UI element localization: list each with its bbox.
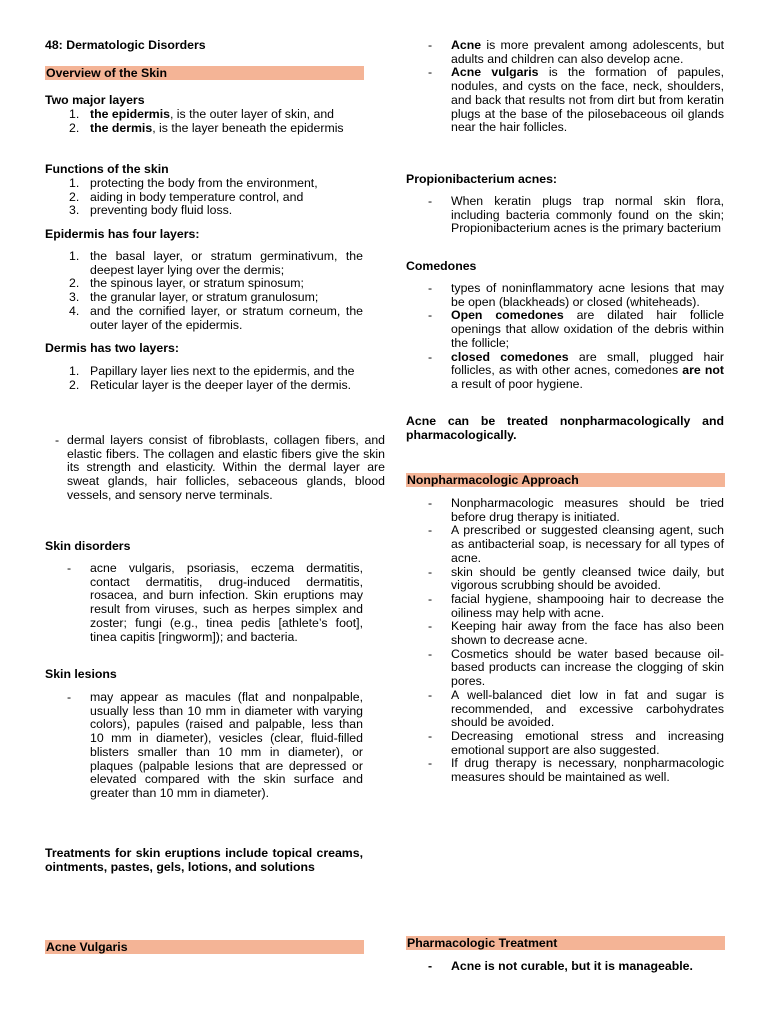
list-item: 3. preventing body fluid loss. [69, 203, 233, 218]
heading-skin-lesions: Skin lesions [45, 667, 117, 681]
heading-two-major-layers: Two major layers [45, 93, 145, 107]
page-title: 48: Dermatologic Disorders [45, 38, 206, 52]
list-item: - Keeping hair away from the face has also been shown to decrease acne. [428, 619, 724, 648]
section-heading-pharmacologic: Pharmacologic Treatment [406, 936, 725, 950]
list-item: 2. the dermis, is the layer beneath the epidermis [69, 120, 344, 135]
section-heading-overview: Overview of the Skin [45, 66, 364, 80]
section-heading-acne-vulgaris: Acne Vulgaris [45, 940, 364, 954]
left-column [45, 0, 385, 954]
heading-epidermis: Epidermis has four layers: [45, 227, 200, 241]
list-item: 1. the basal layer, or stratum germinativum, the deepest layer lying over the dermis; [69, 249, 363, 277]
skin-disorders-list [45, 562, 363, 644]
heading-functions: Functions of the skin [45, 162, 169, 176]
list-item: 2. the spinous layer, or stratum spinosum; [69, 276, 304, 291]
comedones-list [406, 282, 724, 392]
list-item: - Nonpharmacologic measures should be tried before drug therapy is initiated. [428, 496, 724, 524]
list-item: 3. the granular layer, or stratum granulosum; [69, 290, 319, 305]
list-item: - If drug therapy is necessary, nonpharmacologic measures should be maintained as well. [428, 756, 724, 785]
list-item: 1. protecting the body from the environment, [69, 176, 318, 190]
acne-list [406, 39, 724, 135]
heading-dermis: Dermis has two layers: [45, 341, 179, 355]
dermis-note: - dermal layers consist of fibroblasts, collagen fibers, and elastic fibers. The collagen and elastic fibers give the skin its strength and elasticity. Within the dermal layer are sweat glands, hair follicles, sebaceous glands, blood vessels, and sensory nerve terminals. [55, 433, 385, 502]
list-item: - Cosmetics should be water based because oil-based products can increase the clogging of skin pores. [428, 646, 724, 689]
acne-treatment-statement: Acne can be treated nonpharmacologically and pharmacologically. [406, 414, 724, 442]
heading-comedones: Comedones [406, 259, 477, 273]
list-item: - facial hygiene, shampooing hair to decrease the oiliness may help with acne. [428, 591, 724, 620]
list-item: 4. and the cornified layer, or stratum corneum, the outer layer of the epidermis. [69, 303, 363, 332]
list-item: - acne vulgaris, psoriasis, eczema dermatitis, contact dermatitis, drug-induced dermatitis, rosacea, and burn infection. Skin eruptions may result from viruses, such as herpes simplex and zoster; fungi (e.g., tinea pedis [athlete’s foot], tinea capitis [ringworm]); and bacteria. [67, 561, 363, 644]
two-layers-list [45, 108, 363, 135]
list-item: - When keratin plugs trap normal skin flora, including bacteria commonly found on the skin; Propionibacterium acnes is the primary bacterium [428, 194, 724, 236]
list-item: - Acne is not curable, but it is manageable. [428, 959, 693, 973]
list-item: - types of noninflammatory acne lesions that may be open (blackheads) or closed (whiteheads). [428, 281, 724, 309]
list-item: - closed comedones are small, plugged hair follicles, as with other acnes, comedones are not a result of poor hygiene. [428, 349, 724, 391]
functions-list [45, 177, 363, 218]
skin-lesions-list [45, 691, 363, 801]
list-item: 2. aiding in body temperature control, and [69, 189, 304, 204]
treatments-statement: Treatments for skin eruptions include topical creams, ointments, pastes, gels, lotions, and solutions [45, 846, 363, 874]
pharmacologic-list [406, 960, 724, 974]
list-item: - A prescribed or suggested cleansing agent, such as antibacterial soap, is necessary for all types of acne. [428, 523, 724, 565]
list-item: 2. Reticular layer is the deeper layer of the dermis. [69, 377, 352, 392]
dermis-list [45, 365, 363, 392]
heading-propionibacterium: Propionibacterium acnes: [406, 172, 558, 186]
list-item: - A well-balanced diet low in fat and sugar is recommended, and excessive carbohydrates should be avoided. [428, 687, 724, 730]
epidermis-list [45, 250, 363, 332]
list-item: - Acne vulgaris is the formation of papules, nodules, and cysts on the face, neck, shoulders, and back that results not from dirt but from keratin plugs at the base of the pilosebaceous oil glands near the hair follicles. [428, 65, 724, 135]
list-item: 1. Papillary layer lies next to the epidermis, and the [69, 364, 355, 378]
nonpharmacologic-list [406, 497, 724, 785]
list-item: - skin should be gently cleansed twice daily, but vigorous scrubbing should be avoided. [428, 564, 724, 593]
list-item: - Acne is more prevalent among adolescents, but adults and children can also develop acne. [428, 38, 724, 66]
section-heading-nonpharmacologic: Nonpharmacologic Approach [406, 473, 725, 487]
list-item: - may appear as macules (flat and nonpalpable, usually less than 10 mm in diameter with varying colors), papules (raised and palpable, less than 10 mm in diameter), vesicles (clear, fluid-filled blisters smaller than 10 mm in diameter), or plaques (palpable lesions that are depressed or elevated compared with the skin surface and greater than 10 mm in diameter). [67, 690, 363, 800]
list-item: - Decreasing emotional stress and increasing emotional support are also suggested. [428, 728, 724, 757]
list-item: 1. the epidermis, is the outer layer of skin, and [69, 107, 335, 121]
propionibacterium-list [406, 195, 724, 236]
list-item: - Open comedones are dilated hair follicle openings that allow oxidation of the debris within the follicle; [428, 308, 724, 350]
heading-skin-disorders: Skin disorders [45, 539, 131, 553]
